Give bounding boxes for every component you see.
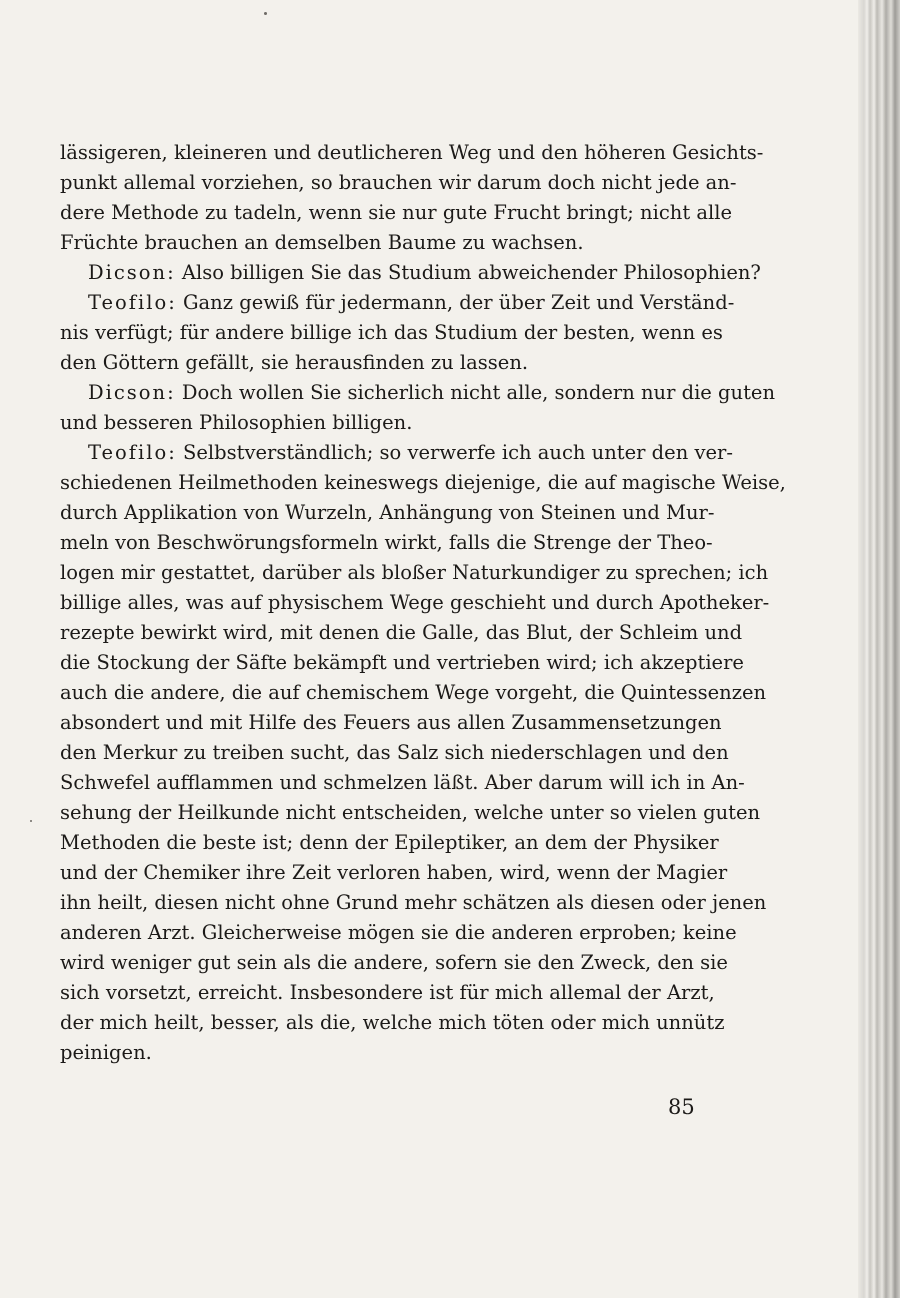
speaker-name: Teofilo: xyxy=(88,291,177,314)
text-line: sich vorsetzt, erreicht. Insbesondere ist für mich allemal der Arzt, xyxy=(60,981,715,1004)
text-line: ihn heilt, diesen nicht ohne Grund mehr schätzen als diesen oder jenen xyxy=(60,891,767,914)
text-line: peinigen. xyxy=(60,1041,152,1064)
dialogue-line xyxy=(60,438,733,468)
dialogue-text: Also billigen Sie das Studium abweichender Philosophien? xyxy=(175,261,761,284)
text-line: wird weniger gut sein als die andere, sofern sie den Zweck, den sie xyxy=(60,951,728,974)
text-line: billige alles, was auf physischem Wege geschieht und durch Apotheker- xyxy=(60,591,770,614)
text-line: die Stockung der Säfte bekämpft und vertrieben wird; ich akzeptiere xyxy=(60,651,744,674)
text-line: anderen Arzt. Gleicherweise mögen sie die anderen erproben; keine xyxy=(60,921,737,944)
text-line: schiedenen Heilmethoden keineswegs diejenige, die auf magische Weise, xyxy=(60,471,786,494)
text-line: Methoden die beste ist; denn der Epileptiker, an dem der Physiker xyxy=(60,831,719,854)
dialogue-text: Selbstverständlich; so verwerfe ich auch unter den ver- xyxy=(176,441,733,464)
text-line: meln von Beschwörungsformeln wirkt, falls die Strenge der Theo- xyxy=(60,531,713,554)
text-line: Früchte brauchen an demselben Baume zu wachsen. xyxy=(60,231,584,254)
text-line: und besseren Philosophien billigen. xyxy=(60,411,413,434)
text-line: rezepte bewirkt wird, mit denen die Galle, das Blut, der Schleim und xyxy=(60,621,743,644)
text-line: punkt allemal vorziehen, so brauchen wir darum doch nicht jede an- xyxy=(60,171,737,194)
dialogue-text: Ganz gewiß für jedermann, der über Zeit und Verständ- xyxy=(176,291,735,314)
text-line: nis verfügt; für andere billige ich das Studium der besten, wenn es xyxy=(60,321,723,344)
dialogue-text: Doch wollen Sie sicherlich nicht alle, sondern nur die guten xyxy=(175,381,776,404)
dialogue-line xyxy=(60,378,776,408)
body-text xyxy=(60,138,786,1068)
text-line: den Göttern gefällt, sie herausfinden zu lassen. xyxy=(60,351,529,374)
text-line: der mich heilt, besser, als die, welche mich töten oder mich unnütz xyxy=(60,1011,725,1034)
text-line: logen mir gestattet, darüber als bloßer Naturkundiger zu sprechen; ich xyxy=(60,561,769,584)
text-line: und der Chemiker ihre Zeit verloren haben, wird, wenn der Magier xyxy=(60,861,728,884)
text-line: den Merkur zu treiben sucht, das Salz sich niederschlagen und den xyxy=(60,741,729,764)
page-number: 85 xyxy=(668,1095,695,1119)
text-line: sehung der Heilkunde nicht entscheiden, welche unter so vielen guten xyxy=(60,801,761,824)
paper-speck xyxy=(30,820,32,822)
speaker-name: Dicson: xyxy=(88,261,176,284)
text-line: lässigeren, kleineren und deutlicheren Weg und den höheren Gesichts- xyxy=(60,141,764,164)
speaker-name: Dicson: xyxy=(88,381,176,404)
text-line: absondert und mit Hilfe des Feuers aus allen Zusammensetzungen xyxy=(60,711,722,734)
dialogue-line xyxy=(60,288,735,318)
text-line: durch Applikation von Wurzeln, Anhängung von Steinen und Mur- xyxy=(60,501,715,524)
dialogue-line xyxy=(60,258,761,288)
text-line: dere Methode zu tadeln, wenn sie nur gute Frucht bringt; nicht alle xyxy=(60,201,732,224)
speaker-name: Teofilo: xyxy=(88,441,177,464)
text-line: auch die andere, die auf chemischem Wege vorgeht, die Quintessenzen xyxy=(60,681,767,704)
text-line: Schwefel aufflammen und schmelzen läßt. Aber darum will ich in An- xyxy=(60,771,745,794)
page-binding-edge xyxy=(858,0,900,1298)
paper-speck xyxy=(264,12,267,15)
